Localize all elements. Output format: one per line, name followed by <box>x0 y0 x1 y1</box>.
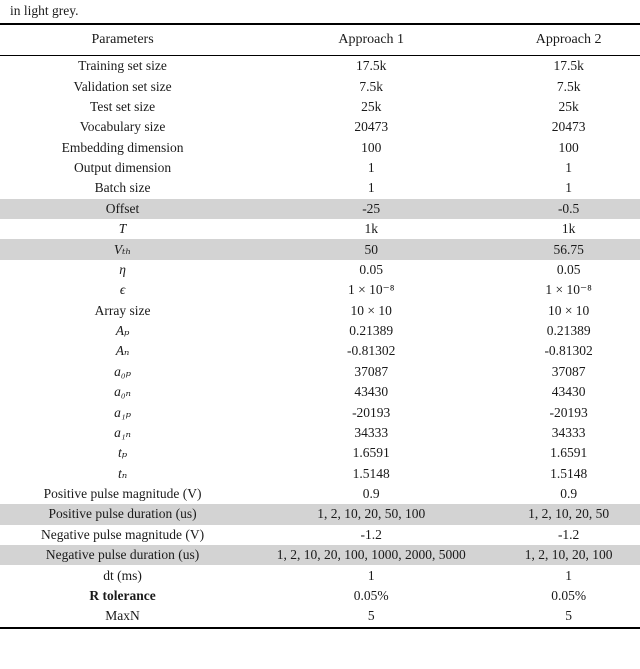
table-row <box>0 239 640 259</box>
value-cell: 50 <box>364 241 378 257</box>
table-row <box>0 586 640 606</box>
value-cell: 1.5148 <box>352 465 390 481</box>
table-row <box>0 178 640 198</box>
param-cell: Embedding dimension <box>61 139 184 155</box>
table-row <box>0 97 640 117</box>
value-cell: 0.05% <box>353 587 389 603</box>
table-header <box>0 24 640 56</box>
table-row <box>0 199 640 219</box>
value-cell: 34333 <box>354 424 389 440</box>
value-cell: 43430 <box>354 384 389 400</box>
value-cell: 25k <box>558 98 579 114</box>
value-cell: 0.21389 <box>546 323 591 339</box>
value-cell: 56.75 <box>553 241 584 257</box>
table-row <box>0 56 640 77</box>
value-cell: 5 <box>565 608 572 624</box>
value-cell: 37087 <box>354 363 389 379</box>
table-row <box>0 76 640 96</box>
header-row <box>0 24 640 56</box>
value-cell: 1 <box>565 180 572 196</box>
table-row <box>0 138 640 158</box>
value-cell: 17.5k <box>553 58 584 74</box>
value-cell: 25k <box>361 98 382 114</box>
param-cell: Offset <box>105 200 140 216</box>
value-cell: 20473 <box>551 119 586 135</box>
param-cell: tₚ <box>117 445 128 461</box>
value-cell: 1, 2, 10, 20, 100 <box>524 547 613 563</box>
table-row <box>0 464 640 484</box>
table-row <box>0 158 640 178</box>
value-cell: 43430 <box>551 384 586 400</box>
table-row <box>0 402 640 422</box>
param-cell: a₀ₙ <box>114 384 132 400</box>
value-cell: 5 <box>367 608 375 624</box>
table-caption-fragment: in light grey. <box>10 3 79 18</box>
param-cell: Negative pulse duration (us) <box>45 547 200 563</box>
param-cell: tₙ <box>117 465 128 481</box>
value-cell: -20193 <box>352 404 391 420</box>
value-cell: 0.05% <box>551 587 587 603</box>
value-cell: 100 <box>361 139 382 155</box>
table-row <box>0 382 640 402</box>
value-cell: 1k <box>364 221 378 237</box>
value-cell: -0.81302 <box>347 343 396 359</box>
table-row <box>0 545 640 565</box>
param-cell: Aₙ <box>115 343 130 359</box>
value-cell: 1 <box>367 567 375 583</box>
param-cell: dt (ms) <box>103 567 142 583</box>
table-body <box>0 56 640 628</box>
value-cell: 1, 2, 10, 20, 50, 100 <box>317 506 426 522</box>
table-row <box>0 423 640 443</box>
table-row <box>0 219 640 239</box>
table-row <box>0 301 640 321</box>
table-row <box>0 504 640 524</box>
param-cell: Vₜₕ <box>113 241 132 257</box>
value-cell: 7.5k <box>556 78 581 94</box>
value-cell: 1.6591 <box>352 445 390 461</box>
value-cell: -0.5 <box>557 200 580 216</box>
value-cell: 34333 <box>551 424 586 440</box>
value-cell: 37087 <box>551 363 586 379</box>
value-cell: 1 <box>367 160 375 176</box>
table-row <box>0 341 640 361</box>
header-approach-1: Approach 1 <box>338 32 405 47</box>
value-cell: 0.21389 <box>349 323 394 339</box>
value-cell: 1 × 10⁻⁸ <box>545 282 592 298</box>
value-cell: -0.81302 <box>544 343 593 359</box>
param-cell: a₀ₚ <box>114 363 131 379</box>
value-cell: -25 <box>362 200 381 216</box>
param-cell: Positive pulse magnitude (V) <box>43 486 202 502</box>
param-cell: Test set size <box>90 98 156 114</box>
value-cell: 7.5k <box>359 78 383 94</box>
value-cell: 100 <box>558 139 579 155</box>
value-cell: 1 <box>565 567 572 583</box>
value-cell: 1.5148 <box>550 465 588 481</box>
value-cell: 1, 2, 10, 20, 50 <box>528 506 610 522</box>
header-parameters: Parameters <box>91 32 154 47</box>
value-cell: -1.2 <box>360 526 382 542</box>
value-cell: 0.9 <box>560 486 578 502</box>
param-cell: Aₚ <box>115 323 130 339</box>
value-cell: 0.9 <box>362 486 380 502</box>
table-row <box>0 321 640 341</box>
table-row <box>0 565 640 585</box>
param-cell: ϵ <box>119 282 126 298</box>
param-cell: MaxN <box>105 608 140 624</box>
param-cell: a₁ₙ <box>114 424 132 440</box>
value-cell: 0.05 <box>556 261 581 277</box>
value-cell: 20473 <box>354 119 389 135</box>
value-cell: 10 × 10 <box>350 302 392 318</box>
param-cell: Training set size <box>78 58 167 74</box>
table-row <box>0 260 640 280</box>
param-cell: a₁ₚ <box>114 404 131 420</box>
header-approach-2: Approach 2 <box>535 32 602 47</box>
table-row <box>0 525 640 545</box>
param-cell: Negative pulse magnitude (V) <box>41 526 205 542</box>
parameters-table <box>0 23 640 629</box>
value-cell: 1 <box>565 160 572 176</box>
param-cell: T <box>118 221 127 237</box>
param-cell: Array size <box>94 302 151 318</box>
table-row <box>0 443 640 463</box>
table-row <box>0 280 640 300</box>
value-cell: 1, 2, 10, 20, 100, 1000, 2000, 5000 <box>276 547 466 563</box>
param-cell: Output dimension <box>73 160 172 176</box>
param-cell: Batch size <box>94 180 151 196</box>
table-row <box>0 117 640 137</box>
value-cell: 1k <box>561 221 576 237</box>
param-cell: R tolerance <box>89 587 156 603</box>
param-cell: Vocabulary size <box>79 119 166 135</box>
value-cell: 0.05 <box>359 261 383 277</box>
param-cell: η <box>119 261 126 277</box>
value-cell: 17.5k <box>356 58 387 74</box>
value-cell: 1 <box>367 180 375 196</box>
value-cell: -20193 <box>549 404 588 420</box>
table-row <box>0 606 640 627</box>
value-cell: 10 × 10 <box>547 302 590 318</box>
table-row <box>0 484 640 504</box>
table-row <box>0 362 640 382</box>
value-cell: 1.6591 <box>550 445 588 461</box>
param-cell: Validation set size <box>73 78 172 94</box>
value-cell: -1.2 <box>557 526 580 542</box>
value-cell: 1 × 10⁻⁸ <box>347 282 395 298</box>
param-cell: Positive pulse duration (us) <box>48 506 197 522</box>
